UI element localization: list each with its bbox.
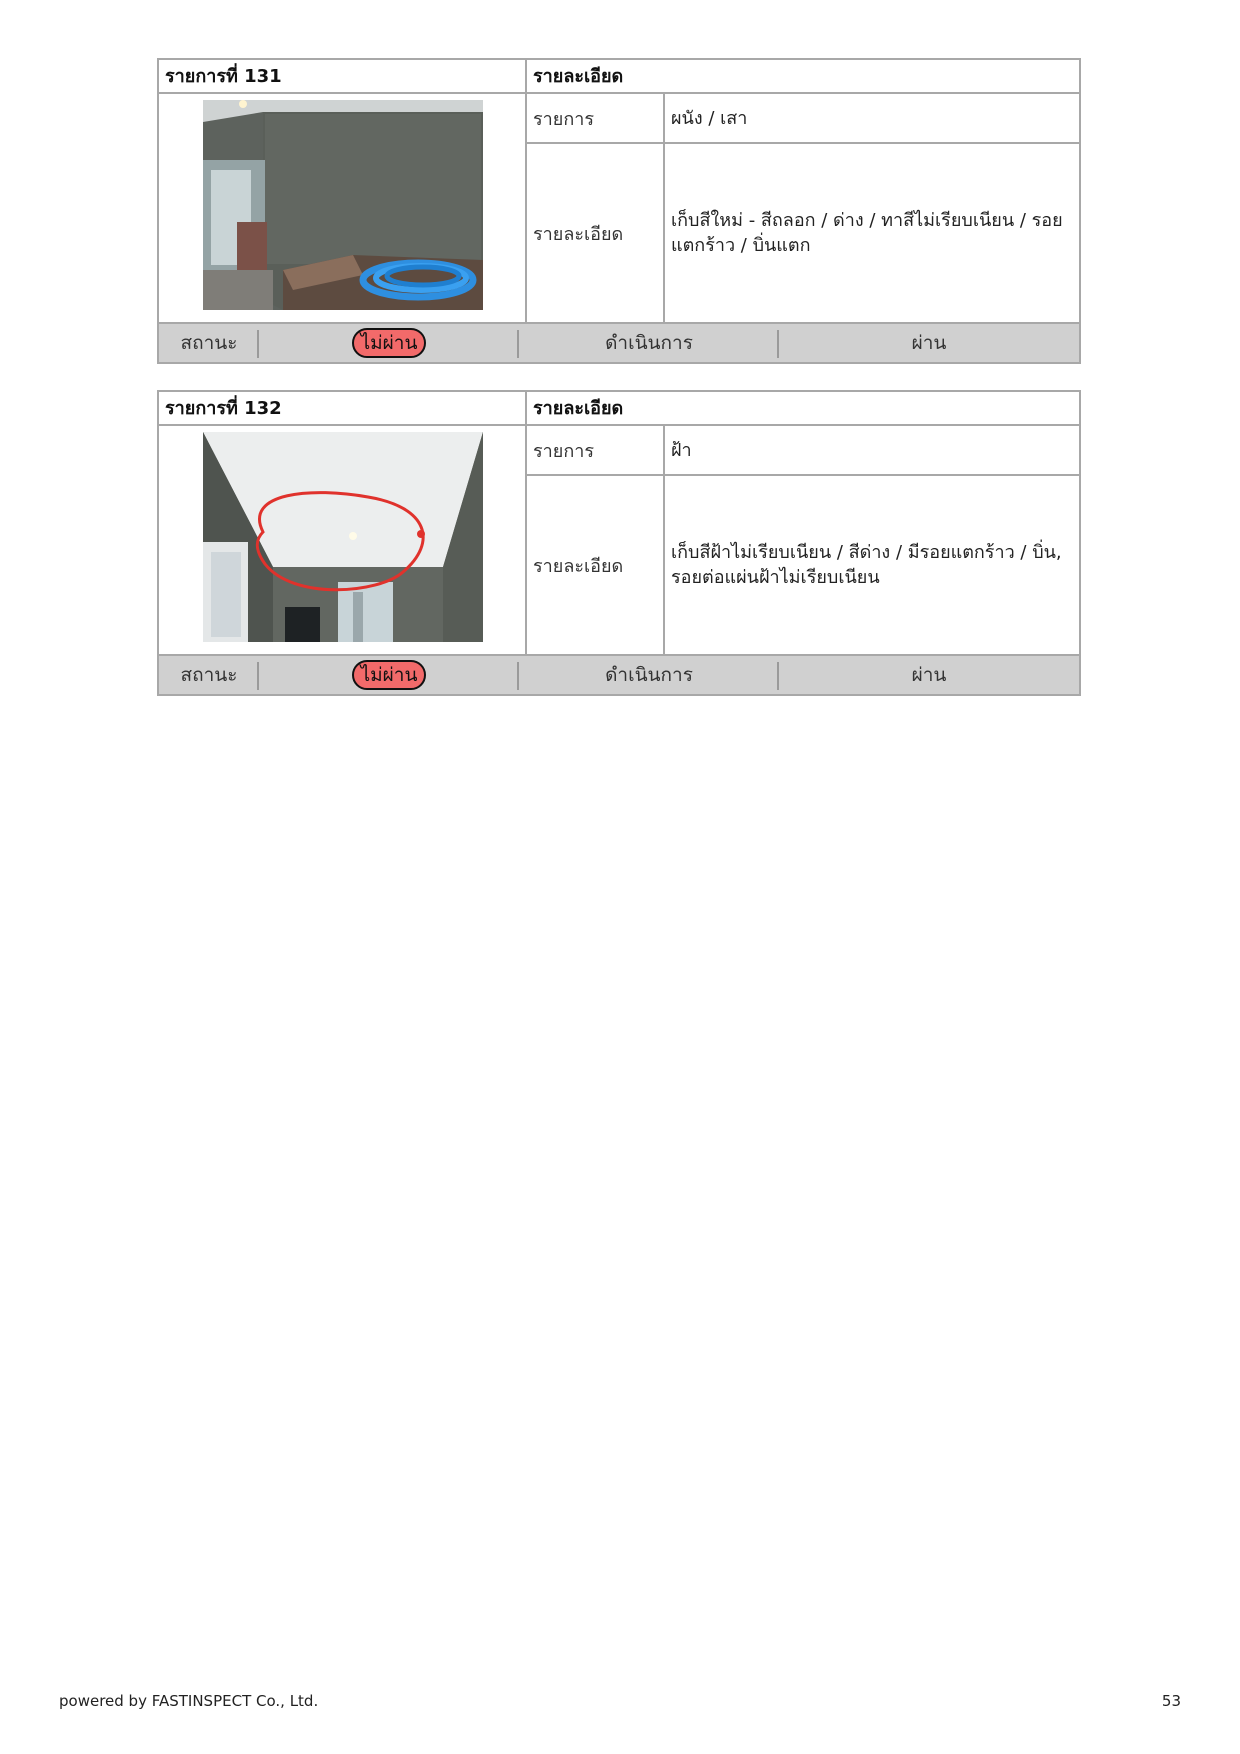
- status-bar: [159, 654, 1079, 694]
- powered-by-footer: powered by FASTINSPECT Co., Ltd.: [59, 1692, 319, 1710]
- detail-label: รายละเอียด: [527, 476, 665, 654]
- fail-badge: ไม่ผ่าน: [352, 328, 427, 358]
- status-label: สถานะ: [180, 332, 238, 354]
- fail-badge: ไม่ผ่าน: [352, 660, 427, 690]
- item-value: ฝ้า: [665, 426, 1079, 476]
- photo-cell: [159, 94, 527, 322]
- inspection-item-card: [157, 390, 1081, 696]
- item-label: รายการ: [527, 94, 665, 144]
- status-in-progress-option[interactable]: ดำเนินการ: [605, 332, 693, 354]
- status-label: สถานะ: [180, 664, 238, 686]
- wall-photo[interactable]: [203, 100, 483, 310]
- status-pass-option[interactable]: ผ่าน: [911, 664, 947, 686]
- inspection-item-card: [157, 58, 1081, 364]
- detail-header: รายละเอียด: [527, 392, 1079, 426]
- detail-value: เก็บสีใหม่ - สีถลอก / ด่าง / ทาสีไม่เรียบเนียน / รอยแตกร้าว / บิ่นแตก: [671, 210, 1063, 256]
- status-in-progress-option[interactable]: ดำเนินการ: [605, 664, 693, 686]
- page-number: 53: [1161, 1692, 1181, 1710]
- item-label: รายการ: [527, 426, 665, 476]
- item-number-header: รายการที่ 132: [159, 392, 527, 426]
- ceiling-photo[interactable]: [203, 432, 483, 642]
- status-fail-option[interactable]: [259, 324, 519, 362]
- detail-label: รายละเอียด: [527, 144, 665, 322]
- status-fail-option[interactable]: [259, 656, 519, 694]
- photo-cell: [159, 426, 527, 654]
- detail-value: เก็บสีฝ้าไม่เรียบเนียน / สีด่าง / มีรอยแตกร้าว / บิ่น, รอยต่อแผ่นฝ้าไม่เรียบเนียน: [671, 542, 1062, 588]
- item-value: ผนัง / เสา: [665, 94, 1079, 144]
- detail-header: รายละเอียด: [527, 60, 1079, 94]
- item-number-header: รายการที่ 131: [159, 60, 527, 94]
- status-pass-option[interactable]: ผ่าน: [911, 332, 947, 354]
- status-bar: [159, 322, 1079, 362]
